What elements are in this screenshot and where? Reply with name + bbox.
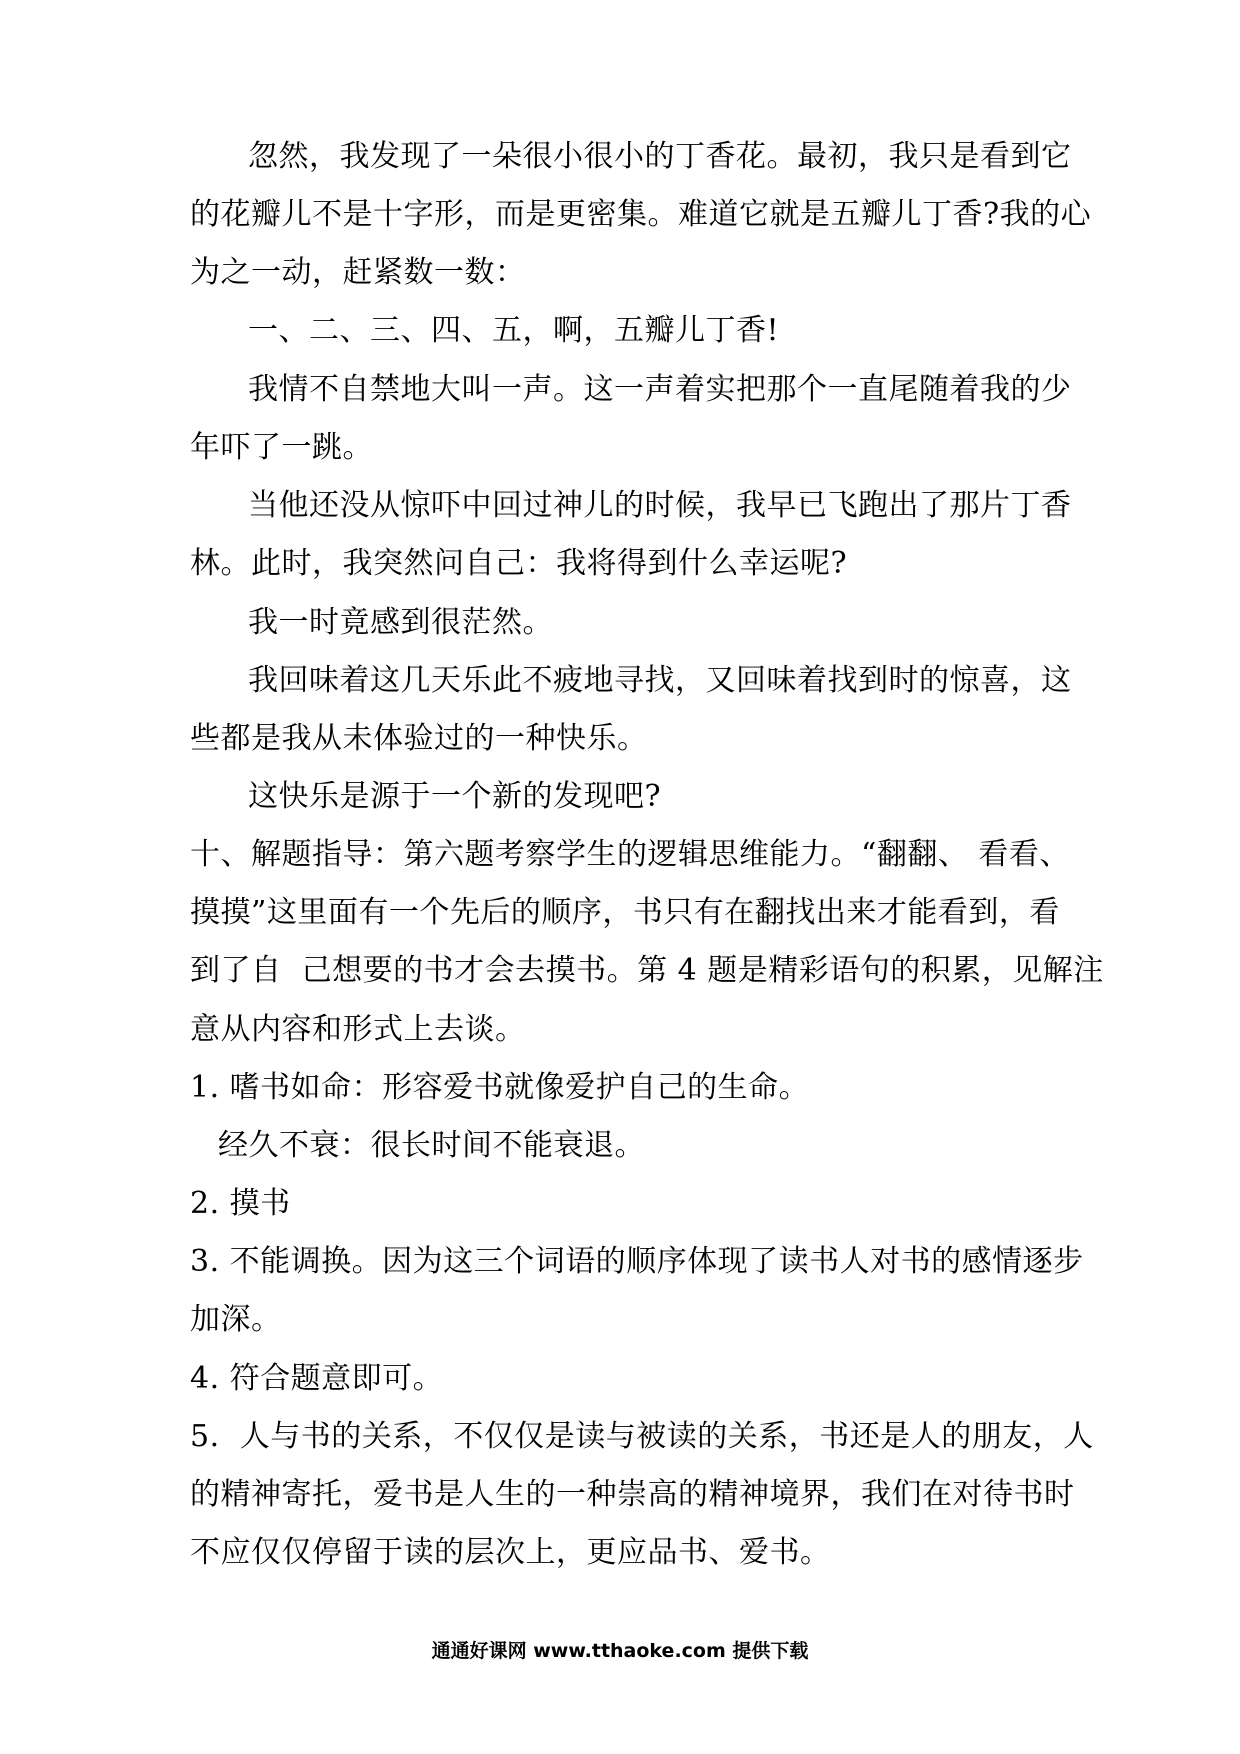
paragraph-line: 我回味着这几天乐此不疲地寻找，又回味着找到时的惊喜，这 [248,663,1072,698]
paragraph-line: 我情不自禁地大叫一声。这一声着实把那个一直尾随着我的少 [248,372,1072,407]
paragraph-line: 我一时竟感到很茫然。 [248,605,553,640]
page-footer: 通通好课网 www.tthaoke.com 提供下载 [431,1640,809,1662]
answer-line: 5. 人与书的关系，不仅仅是读与被读的关系，书还是人的朋友，人 [190,1419,1094,1454]
paragraph-line: 到了自 己想要的书才会去摸书。第 4 题是精彩语句的积累，见解注 [190,953,1104,988]
answer-line: 的精神寄托，爱书是人生的一种崇高的精神境界，我们在对待书时 [190,1477,1075,1512]
paragraph-line: 十、解题指导：第六题考察学生的逻辑思维能力。“翻翻、 看看、 [190,837,1070,872]
paragraph-line: 意从内容和形式上去谈。 [190,1012,526,1047]
paragraph-line: 摸摸”这里面有一个先后的顺序，书只有在翻找出来才能看到，看 [190,895,1060,930]
paragraph-line: 为之一动，赶紧数一数： [190,255,526,290]
answer-line: 经久不衰：很长时间不能衰退。 [218,1128,645,1163]
answer-line: 2. 摸书 [190,1186,291,1221]
answer-line: 不应仅仅停留于读的层次上，更应品书、爱书。 [190,1535,831,1570]
paragraph-line: 年吓了一跳。 [190,430,373,465]
paragraph-line: 一、二、三、四、五，啊，五瓣儿丁香! [248,313,780,348]
answer-line: 1. 嗜书如命：形容爱书就像爱护自己的生命。 [190,1070,810,1105]
paragraph-line: 些都是我从未体验过的一种快乐。 [190,721,648,756]
paragraph-line: 的花瓣儿不是十字形，而是更密集。难道它就是五瓣儿丁香?我的心 [190,197,1092,232]
paragraph-line: 这快乐是源于一个新的发现吧? [248,779,662,814]
answer-line: 3. 不能调换。因为这三个词语的顺序体现了读书人对书的感情逐步 [190,1244,1084,1279]
paragraph-line: 当他还没从惊吓中回过神儿的时候，我早已飞跑出了那片丁香 [248,488,1072,523]
answer-line: 4. 符合题意即可。 [190,1361,444,1396]
paragraph-line: 林。此时，我突然问自己：我将得到什么幸运呢? [190,546,848,581]
answer-line: 加深。 [190,1302,282,1337]
paragraph-line: 忽然，我发现了一朵很小很小的丁香花。最初，我只是看到它 [248,139,1072,174]
